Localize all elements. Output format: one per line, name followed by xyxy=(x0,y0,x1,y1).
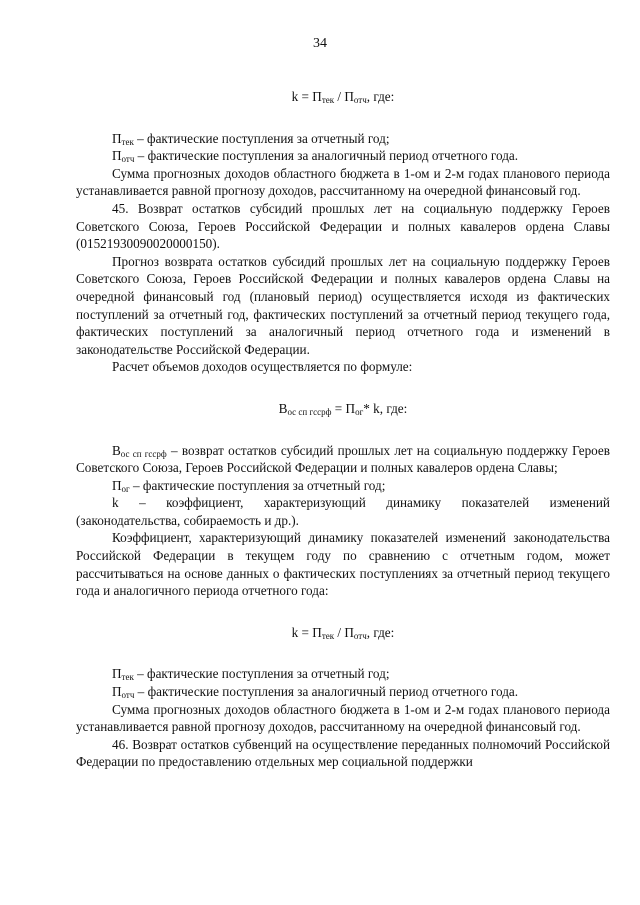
paragraph-calculation-intro: Расчет объемов доходов осуществляется по формуле: xyxy=(112,359,413,375)
paragraph-item-45-forecast: Прогноз возврата остатков субсидий прошлых лет на социальную поддержку Героев Советского Союза, Героев Российской Федерации и полных кавалеров ордена Славы на очередной финансовый год (плановый период) осуществляется исходя из фактических поступлений за отчетный год, фактических поступлений за отчетный период текущего года, фактических поступлений за аналогичный период отчетного года и изменений в законодательстве Российской Федерации. xyxy=(76,253,610,357)
formula-k-bottom: $k = П_{тек} / П_{отч}$, где: xyxy=(291,624,395,641)
definition-ptek-2: $П_{тек}$ – фактические поступления за отчетный год; xyxy=(112,666,390,683)
definition-potch: $П_{отч}$ – фактические поступления за аналогичный период отчетного года. xyxy=(112,148,519,165)
formula-v: $В_{ос сп гссрф} = П_{ог}*$ k, где: xyxy=(278,400,408,417)
paragraph-sum-forecast-2: Сумма прогнозных доходов областного бюджета в 1-ом и 2-м годах планового периода устанавливается равной прогнозу доходов, рассчитанному на очередной финансовый год. xyxy=(76,701,610,735)
paragraph-sum-forecast-1: Сумма прогнозных доходов областного бюджета в 1-ом и 2-м годах планового периода устанавливается равной прогнозу доходов, рассчитанному на очередной финансовый год. xyxy=(76,165,610,199)
definition-ptek: $П_{тек}$ – фактические поступления за отчетный год; xyxy=(112,130,390,147)
definition-potch-2: $П_{отч}$ – фактические поступления за аналогичный период отчетного года. xyxy=(112,684,519,701)
definition-v: $В_{ос сп гссрф}$ – возврат остатков субсидий прошлых лет на социальную поддержку Героев Советского Союза, Героев Российской Федерации и полных кавалеров ордена Славы; xyxy=(76,442,610,476)
paragraph-coefficient: Коэффициент, характеризующий динамику показателей изменений законодательства Российской Федерации в текущем году по сравнению с отчетным годом, может рассчитываться на основе данных о фактических поступлениях за отчетный период текущего года и аналогичного периода отчетного года: xyxy=(76,530,610,599)
formula-k-top: $k = П_{тек} / П_{отч}$, где: xyxy=(291,89,395,105)
definition-k: k – коэффициент, характеризующий динамику показателей изменений (законодательства, собираемость и др.). xyxy=(76,495,610,528)
page-number: 34 xyxy=(313,36,327,51)
paragraph-item-46-heading: 46. Возврат остатков субвенций на осуществление переданных полномочий Российской Федерации по предоставлению отдельных мер социальной поддержки xyxy=(76,736,610,770)
definition-pog: $П_{ог}$ – фактические поступления за отчетный год; xyxy=(112,477,386,494)
paragraph-item-45-heading: 45. Возврат остатков субсидий прошлых лет на социальную поддержку Героев Советского Союза, Героев Российской Федерации и полных кавалеров ордена Славы (01521930090020000150). xyxy=(76,200,610,252)
document-body xyxy=(76,88,610,771)
